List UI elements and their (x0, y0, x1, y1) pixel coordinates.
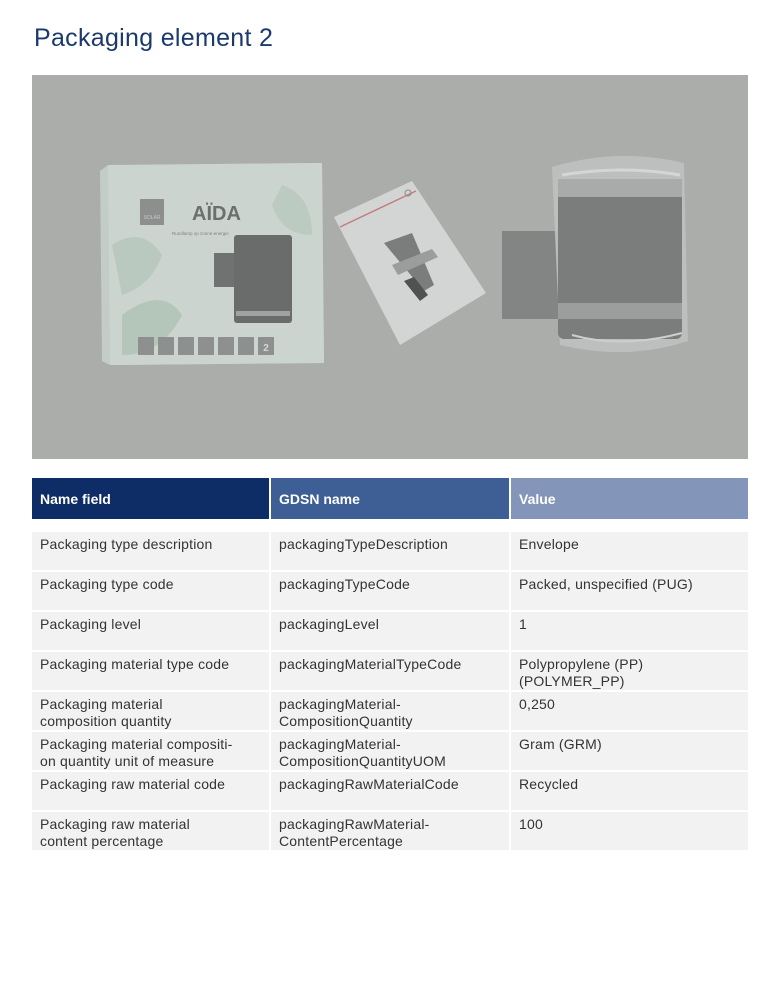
packaging-photo (32, 75, 748, 459)
packaging-table (32, 478, 748, 852)
cell-value: Recycled (511, 772, 748, 810)
cell-value: Polypropylene (PP) (POLYMER_PP) (511, 652, 748, 690)
header-value: Value (511, 478, 748, 519)
cell-value: Envelope (511, 532, 748, 570)
cell-name-field: Packaging type description (32, 532, 269, 570)
table-row (32, 732, 748, 770)
box-brand-text: AÏDA (192, 203, 241, 225)
product-box-image (100, 163, 324, 365)
header-gdsn-name: GDSN name (271, 478, 509, 519)
table-row (32, 772, 748, 810)
cell-gdsn-name: packagingMaterial- CompositionQuantity (271, 692, 509, 730)
table-row (32, 612, 748, 650)
cell-name-field: Packaging material compositi- on quantity unit of measure (32, 732, 269, 770)
cell-name-field: Packaging material type code (32, 652, 269, 690)
header-name-field: Name field (32, 478, 269, 519)
table-row (32, 692, 748, 730)
table-header-row (32, 478, 748, 519)
cell-gdsn-name: packagingTypeDescription (271, 532, 509, 570)
cell-gdsn-name: packagingRawMaterial- ContentPercentage (271, 812, 509, 850)
cell-gdsn-name: packagingLevel (271, 612, 509, 650)
cell-gdsn-name: packagingMaterial- CompositionQuantityUOM (271, 732, 509, 770)
page-title: Packaging element 2 (34, 24, 274, 52)
cell-value: 1 (511, 612, 748, 650)
cell-value: Gram (GRM) (511, 732, 748, 770)
table-row (32, 812, 748, 850)
box-subtitle-text: Rundlamp op zonne-energie (172, 231, 229, 236)
table-row (32, 532, 748, 570)
cell-gdsn-name: packagingMaterialTypeCode (271, 652, 509, 690)
cell-gdsn-name: packagingRawMaterialCode (271, 772, 509, 810)
cell-value: Packed, unspecified (PUG) (511, 572, 748, 610)
table-row (32, 572, 748, 610)
zip-bag-image (334, 181, 486, 345)
cell-name-field: Packaging material composition quantity (32, 692, 269, 730)
cell-name-field: Packaging raw material code (32, 772, 269, 810)
cell-name-field: Packaging type code (32, 572, 269, 610)
table-row (32, 652, 748, 690)
box-badge-number: 2 (263, 343, 269, 354)
wrapped-lamp-image (502, 156, 688, 352)
box-logo-text: SOLAR (143, 215, 161, 221)
cell-value: 100 (511, 812, 748, 850)
cell-name-field: Packaging level (32, 612, 269, 650)
cell-value: 0,250 (511, 692, 748, 730)
cell-gdsn-name: packagingTypeCode (271, 572, 509, 610)
cell-name-field: Packaging raw material content percentage (32, 812, 269, 850)
